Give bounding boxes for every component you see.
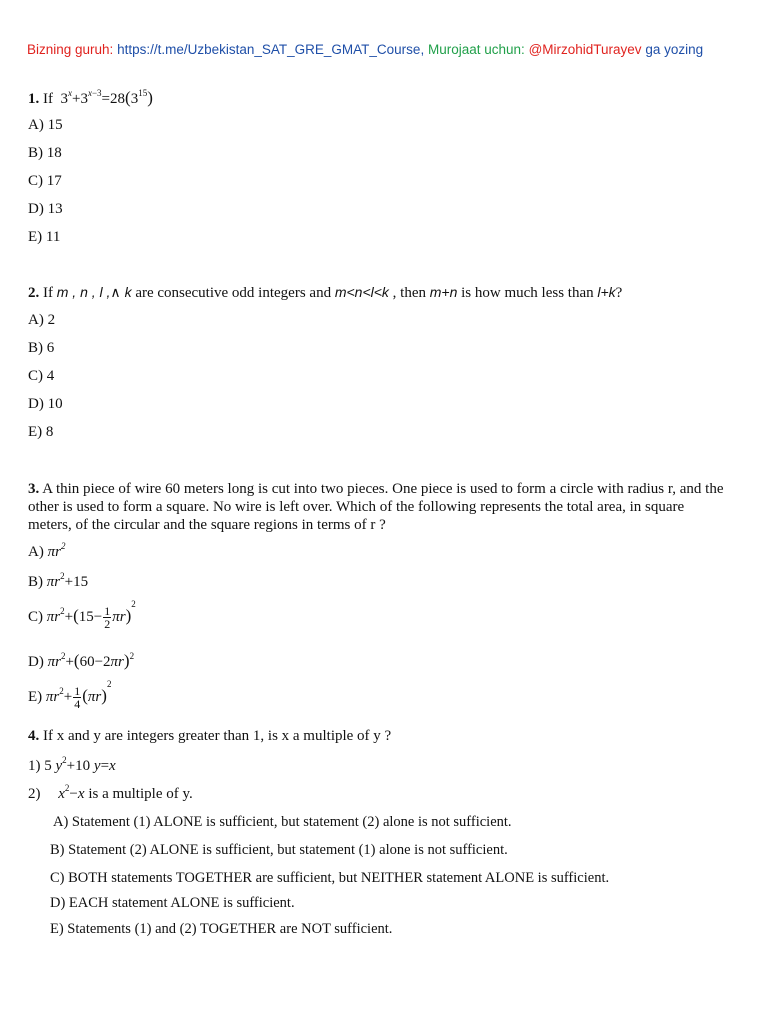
q3-option-c[interactable] <box>28 599 136 632</box>
q2-text-b: are consecutive odd integers and <box>135 285 332 301</box>
q4-statement-2-expr: $x^2$ <box>58 783 70 802</box>
q3-option-e-expr: $\pi r^2+$ $\frac{1}{4}$ $(\pi r)^2$ <box>45 679 112 712</box>
q2-text-d: is how much less than <box>461 285 594 301</box>
q2-option-a[interactable]: A) 2 <box>28 312 56 328</box>
q1-option-c[interactable]: C) 17 <box>28 173 62 189</box>
q1-prefix: If <box>43 91 53 107</box>
q2-sum1: m+n <box>429 284 458 300</box>
q1-equation: $3^x+3^{x-3}=28(3^{15})$ <box>56 88 153 107</box>
q4-statement-2: 2) $x^2-x$ is a multiple of y. <box>28 783 193 802</box>
q2-option-e[interactable]: E) 8 <box>28 424 54 440</box>
q4-option-c[interactable]: C) BOTH statements TOGETHER are sufficient, but NEITHER statement ALONE is sufficient. <box>50 870 610 886</box>
q3-option-d-expr: $\pi r^2+(60-2\pi r)^2$ <box>47 651 135 670</box>
contact-handle[interactable]: @MirzohidTurayev <box>528 42 642 57</box>
q3-option-e[interactable] <box>28 679 112 712</box>
q4-option-a[interactable]: A) Statement (1) ALONE is sufficient, but statement (2) alone is not sufficient. <box>53 814 512 830</box>
q1-option-b[interactable]: B) 18 <box>28 145 62 161</box>
q2-vars: m , n , l ,∧ k <box>56 284 132 300</box>
q2-option-d[interactable]: D) 10 <box>28 396 63 412</box>
q2-option-b[interactable]: B) 6 <box>28 340 55 356</box>
q3-option-b[interactable] <box>28 571 89 591</box>
q3-option-a-expr: $\pi r^2$ <box>47 541 66 560</box>
header-comma: , <box>420 42 425 57</box>
q3-option-e-label: E) <box>28 689 43 705</box>
q3-option-b-expr: $\pi r^2+15$ <box>46 571 89 590</box>
q3-text: A thin piece of wire 60 meters long is cut into two pieces. One piece is used to form a circle with radius r, and the other is used to form a square. No wire is left over. Which of the following represents the total area, in square meters, of the circular and the square regions in terms of r ? <box>28 481 724 533</box>
q4-option-e[interactable]: E) Statements (1) and (2) TOGETHER are NOT sufficient. <box>50 921 393 937</box>
group-link[interactable]: https://t.me/Uzbekistan_SAT_GRE_GMAT_Course <box>117 42 421 57</box>
q2-sum2: l+k <box>597 284 616 300</box>
q1-number: 1. <box>28 91 40 107</box>
q4-text: If x and y are integers greater than 1, is x a multiple of y ? <box>43 728 392 744</box>
q2-stem <box>28 284 622 302</box>
q3-option-c-expr: $\pi r^2+(15-$ $\frac{1}{2}$ πr)$^2$ <box>46 599 136 632</box>
q3-option-d-label: D) <box>28 654 44 670</box>
q4-statement-1-label: 1) 5 <box>28 758 52 774</box>
q3-option-a[interactable] <box>28 541 66 561</box>
q4-option-d[interactable]: D) EACH statement ALONE is sufficient. <box>50 895 295 911</box>
q4-number: 4. <box>28 728 40 744</box>
q3-option-d[interactable] <box>28 651 134 671</box>
q3-number: 3. <box>28 481 40 497</box>
q3-option-a-label: A) <box>28 544 44 560</box>
q1-option-d[interactable]: D) 13 <box>28 201 63 217</box>
q1-option-a[interactable]: A) 15 <box>28 117 63 133</box>
header-line <box>27 42 703 57</box>
q3-option-b-label: B) <box>28 574 43 590</box>
q2-text-c: , then <box>392 285 426 301</box>
q4-statement-2-label: 2) <box>28 786 41 802</box>
q2-option-c[interactable]: C) 4 <box>28 368 55 384</box>
q3-stem <box>28 480 728 534</box>
q3-option-c-label: C) <box>28 609 43 625</box>
q2-text-e: ? <box>615 285 623 301</box>
q2-number: 2. <box>28 285 40 301</box>
q4-statement-2-text: is a multiple of y. <box>88 786 193 802</box>
q1-option-e[interactable]: E) 11 <box>28 229 61 245</box>
group-label: Bizning guruh: <box>27 42 114 57</box>
q4-option-b[interactable]: B) Statement (2) ALONE is sufficient, but statement (1) alone is not sufficient. <box>50 842 508 858</box>
q1-stem <box>28 88 153 108</box>
q4-statement-1: 1) 5 $y^2+10$ y=x <box>28 755 116 774</box>
q2-ineq: m<n<l<k <box>334 284 389 300</box>
q2-text-a: If <box>43 285 53 301</box>
contact-suffix: ga yozing <box>645 42 704 57</box>
q4-stem <box>28 728 391 745</box>
q4-statement-1-expr: $y^2$ <box>55 755 67 774</box>
contact-label: Murojaat uchun: <box>427 42 525 57</box>
